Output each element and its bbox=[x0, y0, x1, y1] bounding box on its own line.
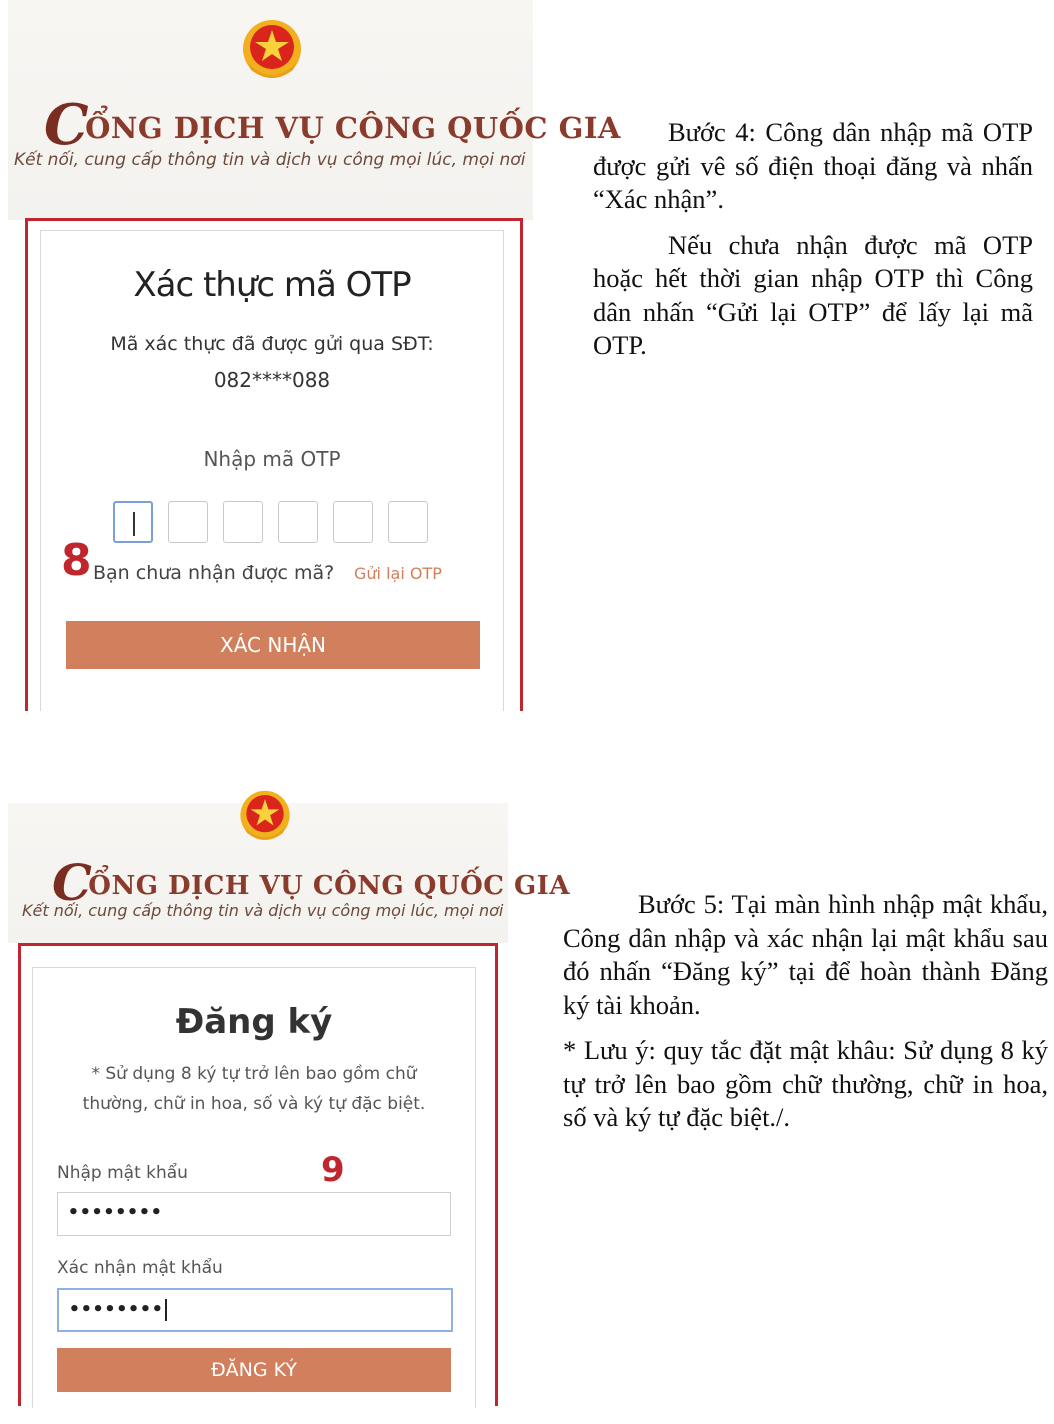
step4-instructions bbox=[593, 116, 1033, 375]
confirm-button[interactable]: XÁC NHẬN bbox=[66, 621, 480, 669]
portal-title-initial: C bbox=[44, 92, 90, 158]
portal-title-rest: ỔNG DỊCH VỤ CÔNG QUỐC GIA bbox=[85, 111, 621, 145]
register-button[interactable]: ĐĂNG KÝ bbox=[57, 1348, 451, 1392]
step-marker-9: 9 bbox=[321, 1150, 345, 1190]
step4-paragraph-2: Nếu chưa nhận được mã OTP hoặc hết thời gian nhập OTP thì Công dân nhấn “Gửi lại OTP” để lấy lại mã OTP. bbox=[593, 229, 1033, 360]
otp-digit-1[interactable] bbox=[113, 501, 153, 543]
portal-title-initial: C bbox=[52, 853, 93, 912]
password-rule-line2: thường, chữ in hoa, số và ký tự đặc biệt. bbox=[82, 1094, 426, 1114]
otp-card bbox=[40, 230, 504, 711]
resend-otp-link[interactable]: Gửi lại OTP bbox=[354, 564, 442, 583]
portal-slogan: Kết nối, cung cấp thông tin và dịch vụ công mọi lúc, mọi nơi bbox=[14, 150, 526, 170]
otp-digit-6[interactable] bbox=[388, 501, 428, 543]
otp-digit-4[interactable] bbox=[278, 501, 318, 543]
otp-input-label: Nhập mã OTP bbox=[203, 447, 341, 471]
portal-slogan: Kết nối, cung cấp thông tin và dịch vụ công mọi lúc, mọi nơi bbox=[22, 901, 504, 920]
portal-title bbox=[44, 86, 621, 158]
register-screenshot bbox=[8, 803, 571, 1400]
step-marker-8: 8 bbox=[61, 535, 92, 586]
step5-paragraph-2: * Lưu ý: quy tắc đặt mật khâu: Sử dụng 8 ký tự trở lên bao gồm chữ thường, chữ in hoa, số và ký tự đặc biệt./. bbox=[563, 1035, 1048, 1132]
otp-not-received-text: Bạn chưa nhận được mã? bbox=[93, 562, 335, 584]
password-rule-line1: * Sử dụng 8 ký tự trở lên bao gồm chữ bbox=[91, 1064, 417, 1084]
otp-sent-message: Mã xác thực đã được gửi qua SĐT: bbox=[110, 333, 434, 355]
otp-digit-5[interactable] bbox=[333, 501, 373, 543]
otp-phone-number: 082****088 bbox=[213, 368, 331, 392]
step5-paragraph-1: Bước 5: Tại màn hình nhập mật khẩu, Công dân nhập và xác nhận lại mật khẩu sau đó nhấn “Đăng ký” tại để hoàn thành Đăng ký tài khoản. bbox=[563, 889, 1048, 1020]
otp-digit-2[interactable] bbox=[168, 501, 208, 543]
text-caret bbox=[133, 512, 135, 536]
otp-digit-3[interactable] bbox=[223, 501, 263, 543]
otp-screenshot bbox=[8, 0, 621, 702]
portal-title-rest: ỔNG DỊCH VỤ CÔNG QUỐC GIA bbox=[88, 871, 571, 901]
otp-heading: Xác thực mã OTP bbox=[133, 265, 411, 305]
password-label: Nhập mật khẩu bbox=[57, 1163, 188, 1183]
password-input[interactable]: •••••••• bbox=[57, 1192, 451, 1236]
register-heading: Đăng ký bbox=[175, 1002, 333, 1042]
register-card bbox=[32, 967, 476, 1408]
confirm-password-input[interactable] bbox=[57, 1288, 453, 1332]
national-emblem-icon bbox=[241, 18, 303, 84]
confirm-password-label: Xác nhận mật khẩu bbox=[57, 1258, 223, 1278]
national-emblem-icon bbox=[236, 789, 294, 845]
confirm-password-value: •••••••• bbox=[69, 1299, 164, 1320]
step4-paragraph-1: Bước 4: Công dân nhập mã OTP được gửi vê số điện thoại đăng và nhấn “Xác nhận”. bbox=[593, 117, 1033, 214]
step5-instructions bbox=[563, 888, 1048, 1147]
text-caret bbox=[165, 1299, 167, 1321]
